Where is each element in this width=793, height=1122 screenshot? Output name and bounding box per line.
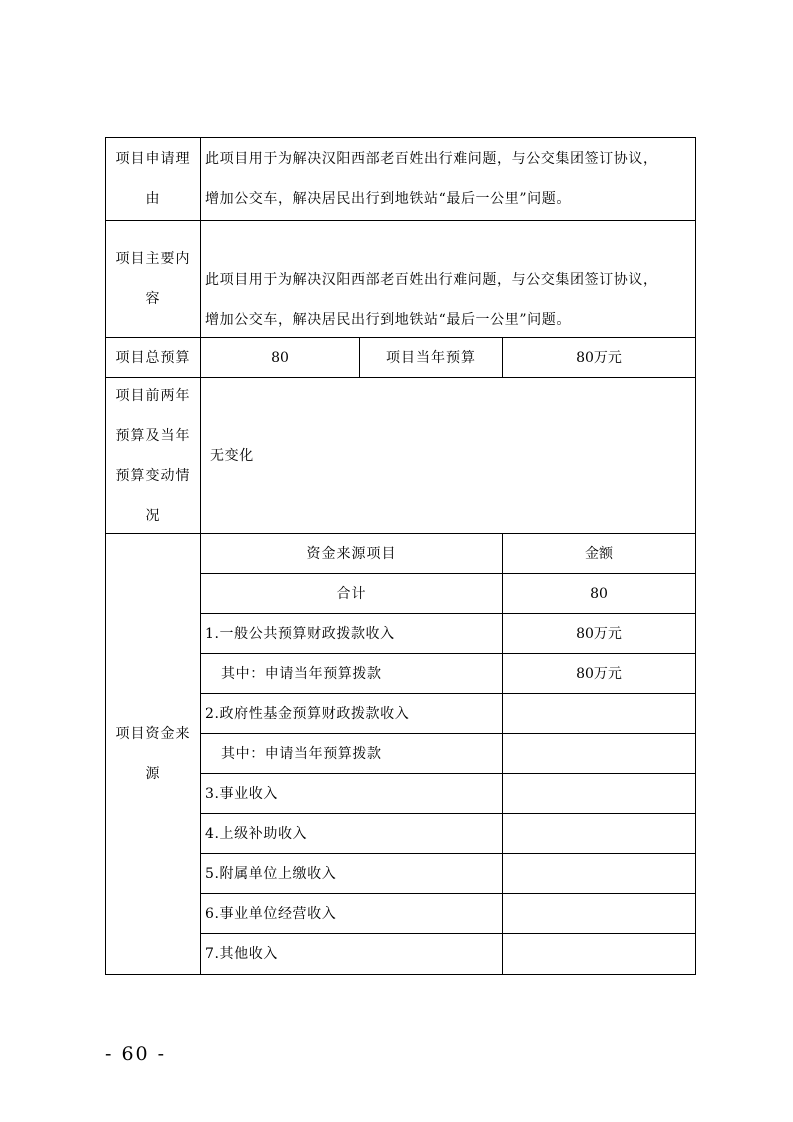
funding-item-amount — [503, 894, 695, 933]
change-label-line: 项目前两年 — [115, 387, 191, 404]
budget-label: 项目总预算 — [115, 349, 191, 366]
funding-item-name: 合计 — [336, 585, 367, 602]
funding-item-amount: 80 — [590, 585, 608, 602]
funding-item-amount: 80万元 — [576, 665, 622, 682]
content-label-line: 容 — [145, 291, 161, 307]
funding-label — [106, 534, 200, 974]
content-text-line: 增加公交车，解决居民出行到地铁站“最后一公里”问题。 — [205, 312, 571, 328]
reason-label-line: 由 — [145, 191, 161, 207]
funding-item-name: 3.事业收入 — [205, 785, 278, 802]
change-label-line: 况 — [145, 507, 161, 524]
funding-item-name: 其中：申请当年预算拨款 — [221, 745, 382, 762]
reason-text-line: 此项目用于为解决汉阳西部老百姓出行难问题，与公交集团签订协议， — [205, 151, 658, 167]
funding-item-name: 2.政府性基金预算财政拨款收入 — [205, 705, 410, 722]
funding-item-name: 其中：申请当年预算拨款 — [221, 665, 382, 682]
reason-label — [106, 138, 200, 220]
reason-label-line: 项目申请理 — [115, 151, 191, 167]
change-label-line: 预算及当年 — [115, 427, 191, 444]
change-text: 无变化 — [210, 447, 254, 464]
funding-item-amount — [503, 854, 695, 893]
content-label — [106, 221, 200, 337]
change-label — [106, 378, 200, 533]
funding-item-amount — [503, 694, 695, 733]
funding-header-item: 资金来源项目 — [306, 545, 397, 562]
funding-item-name: 4.上级补助收入 — [205, 825, 308, 842]
reason-text-line: 增加公交车，解决居民出行到地铁站“最后一公里”问题。 — [205, 191, 571, 207]
page-number: - 60 - — [105, 1043, 167, 1065]
funding-item-amount — [503, 814, 695, 853]
funding-item-amount: 80万元 — [576, 625, 622, 642]
budget-total-value: 80 — [271, 349, 289, 366]
funding-item-amount — [503, 774, 695, 813]
reason-text — [201, 138, 695, 220]
funding-item-name: 7.其他收入 — [205, 946, 278, 962]
funding-item-name: 1.一般公共预算财政拨款收入 — [205, 625, 395, 642]
funding-item-name: 6.事业单位经营收入 — [205, 905, 337, 922]
budget-current-value: 80万元 — [576, 349, 622, 366]
change-label-line: 预算变动情 — [115, 467, 191, 484]
budget-current-label: 项目当年预算 — [386, 349, 476, 366]
content-text — [201, 221, 695, 337]
funding-header-amount: 金额 — [585, 545, 613, 562]
funding-item-amount — [503, 734, 695, 773]
content-text-line: 此项目用于为解决汉阳西部老百姓出行难问题，与公交集团签订协议， — [205, 272, 658, 288]
funding-label-line: 项目资金来 — [115, 726, 191, 742]
funding-item-amount — [503, 934, 695, 974]
content-label-line: 项目主要内 — [115, 251, 191, 267]
funding-label-line: 源 — [145, 766, 161, 782]
funding-item-name: 5.附属单位上缴收入 — [205, 865, 337, 882]
